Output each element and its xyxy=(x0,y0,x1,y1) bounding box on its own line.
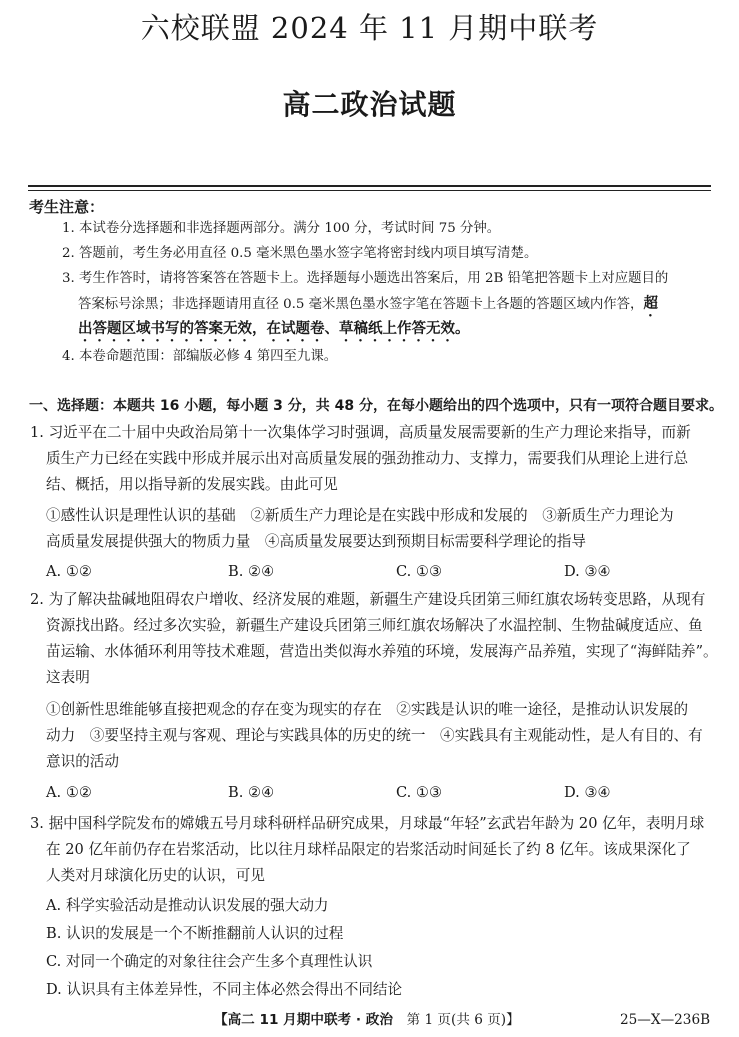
q3-stem-line-3: 人类对月球演化历史的认识，可见 xyxy=(46,867,265,884)
notice-item-1: 1. 本试卷分选择题和非选择题两部分。满分 100 分，考试时间 75 分钟。 xyxy=(62,221,501,236)
q2-statement-line-2: 动力 ③要坚持主观与客观、理论与实践具体的历史的统一 ④实践具有主观能动性，是人有目的、有 xyxy=(46,727,703,744)
section-heading: 一、选择题：本题共 16 小题，每小题 3 分，共 48 分，在每小题给出的四个选项中，只有一项符合题目要求。 xyxy=(29,398,723,414)
notice-label: 考生注意： xyxy=(29,198,105,216)
q3-option-c[interactable]: C. 对同一个确定的对象往往会产生多个真理性认识 xyxy=(46,953,373,970)
exam-title: 六校联盟 2024 年 11 月期中联考 xyxy=(140,11,599,45)
q3-option-b[interactable]: B. 认识的发展是一个不断推翻前人认识的过程 xyxy=(46,925,344,942)
q2-option-a[interactable]: A. ①② xyxy=(46,784,92,801)
q2-stem-line-3: 苗运输、水体循环利用等技术难题，营造出类似海水养殖的环境，发展海产品养殖，实现了“海鲜陆养”。 xyxy=(46,643,718,660)
q2-option-d[interactable]: D. ③④ xyxy=(564,784,611,801)
footer-page-number: 第 1 页(共 6 页)】 xyxy=(392,1012,520,1028)
page-footer xyxy=(214,1010,520,1030)
q1-stem-line-2: 质生产力已经在实践中形成并展示出对高质量发展的强劲推动力、支撑力，需要我们从理论上进行总 xyxy=(46,450,689,467)
notice-item-3: 3. 考生作答时，请将答案答在答题卡上。选择题每小题选出答案后，用 2B 铅笔把答题卡上对应题目的 xyxy=(62,271,669,286)
q1-option-c[interactable]: C. ①③ xyxy=(396,563,443,580)
q2-stem-line-1: 2. 为了解决盐碱地阻碍农户增收、经济发展的难题，新疆生产建设兵团第三师红旗农场转变思路，从现有 xyxy=(30,591,706,608)
notice-emphasis-start: 超 xyxy=(643,296,658,312)
q1-option-b[interactable]: B. ②④ xyxy=(228,563,275,580)
header-rule-thick xyxy=(28,185,711,187)
notice-item-2: 2. 答题前，考生务必用直径 0.5 毫米黑色墨水签字笔将密封线内项目填写清楚。 xyxy=(62,246,538,261)
q2-stem-line-4: 这表明 xyxy=(46,669,90,686)
q3-option-a[interactable]: A. 科学实验活动是推动认识发展的强大动力 xyxy=(46,897,329,914)
notice-item-3-continued xyxy=(78,293,658,320)
footer-code: 25—X—236B xyxy=(620,1012,711,1028)
q1-statement-line-1: ①感性认识是理性认识的基础 ②新质生产力理论是在实践中形成和发展的 ③新质生产力理论为 xyxy=(46,507,674,524)
notice-emphasis: 出答题区域书写的答案无效，在试题卷、草稿纸上作答无效。 xyxy=(78,321,470,337)
q2-statement-line-3: 意识的活动 xyxy=(46,753,119,770)
header-rule-thin xyxy=(28,190,711,191)
q2-stem-line-2: 资源找出路。经过多次实验，新疆生产建设兵团第三师红旗农场解决了水温控制、生物盐碱度适应、鱼 xyxy=(46,617,703,634)
q1-option-d[interactable]: D. ③④ xyxy=(564,563,611,580)
q2-option-c[interactable]: C. ①③ xyxy=(396,784,443,801)
q1-stem-line-1: 1. 习近平在二十届中央政治局第十一次集体学习时强调，高质量发展需要新的生产力理论来指导，而新 xyxy=(30,424,691,441)
q1-stem-line-3: 结、概括，用以指导新的发展实践。由此可见 xyxy=(46,476,338,493)
q1-option-a[interactable]: A. ①② xyxy=(46,563,92,580)
subject-title: 高二政治试题 xyxy=(282,88,457,121)
notice-item-4: 4. 本卷命题范围：部编版必修 4 第四至九课。 xyxy=(62,349,338,364)
q1-statement-line-2: 高质量发展提供强大的物质力量 ④高质量发展要达到预期目标需要科学理论的指导 xyxy=(46,533,586,550)
q2-option-b[interactable]: B. ②④ xyxy=(228,784,275,801)
q3-stem-line-2: 在 20 亿年前仍存在岩浆活动，比以往月球样品限定的岩浆活动时间延长了约 8 亿年。该成果深化了 xyxy=(46,841,691,858)
q3-option-d[interactable]: D. 认识具有主体差异性，不同主体必然会得出不同结论 xyxy=(46,981,403,998)
q3-stem-line-1: 3. 据中国科学院发布的嫦娥五号月球科研样品研究成果，月球最“年轻”玄武岩年龄为 20 亿年，表明月球 xyxy=(30,815,705,832)
notice-item-3-text: 答案标号涂黑；非选择题请用直径 0.5 毫米黑色墨水签字笔在答题卡上各题的答题区域内作答， xyxy=(78,297,644,312)
footer-exam-name: 【高二 11 月期中联考 · 政治 xyxy=(214,1012,393,1028)
q2-statement-line-1: ①创新性思维能够直接把观念的存在变为现实的存在 ②实践是认识的唯一途径，是推动认识发展的 xyxy=(46,701,689,718)
